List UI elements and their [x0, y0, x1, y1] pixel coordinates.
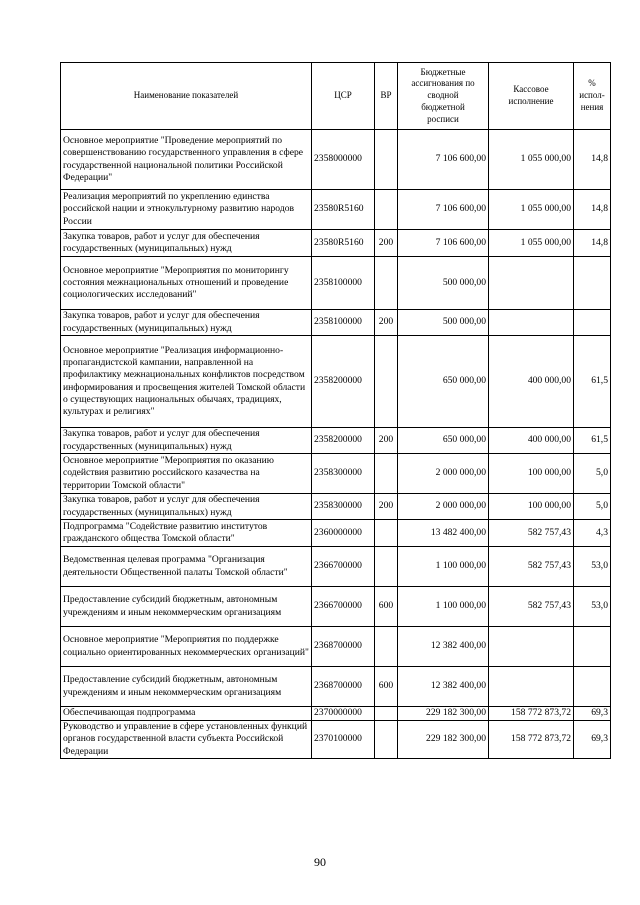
cell-name: Реализация мероприятий по укреплению единства российской нации и этнокультурному развитию народов России [61, 190, 312, 230]
header-name: Наименование показателей [61, 63, 312, 130]
budget-execution-table [60, 62, 611, 759]
cell-name: Основное мероприятие "Мероприятия по поддержке социально ориентированных некоммерческих организаций" [61, 627, 312, 667]
cell-name: Подпрограмма "Содействие развитию институтов гражданского общества Томской области" [61, 520, 312, 547]
cell-cash: 582 757,43 [489, 547, 574, 587]
cell-budget: 7 106 600,00 [398, 230, 489, 257]
cell-vr: 200 [375, 310, 398, 336]
cell-vr [375, 721, 398, 759]
table-row [61, 587, 611, 627]
cell-vr [375, 547, 398, 587]
cell-name: Предоставление субсидий бюджетным, автономным учреждениям и иным некоммерческим организациям [61, 587, 312, 627]
cell-cash: 100 000,00 [489, 494, 574, 520]
cell-cash [489, 257, 574, 310]
cell-csr: 2366700000 [312, 547, 375, 587]
cell-budget: 2 000 000,00 [398, 494, 489, 520]
table-row [61, 190, 611, 230]
table-row [61, 454, 611, 494]
cell-cash [489, 310, 574, 336]
cell-pct [574, 667, 611, 707]
cell-csr: 2358100000 [312, 310, 375, 336]
cell-cash: 582 757,43 [489, 587, 574, 627]
cell-budget: 2 000 000,00 [398, 454, 489, 494]
cell-pct: 61,5 [574, 336, 611, 428]
cell-vr [375, 190, 398, 230]
cell-budget: 229 182 300,00 [398, 721, 489, 759]
cell-pct: 4,3 [574, 520, 611, 547]
header-csr: ЦСР [312, 63, 375, 130]
cell-cash: 582 757,43 [489, 520, 574, 547]
cell-pct [574, 257, 611, 310]
cell-csr: 2370100000 [312, 721, 375, 759]
table-row [61, 547, 611, 587]
table-row [61, 230, 611, 257]
cell-cash: 158 772 873,72 [489, 721, 574, 759]
cell-csr: 2358300000 [312, 454, 375, 494]
cell-pct: 14,8 [574, 190, 611, 230]
cell-pct [574, 627, 611, 667]
cell-cash: 400 000,00 [489, 428, 574, 454]
cell-name: Руководство и управление в сфере установленных функций органов государственной власти субъекта Российской Федерации [61, 721, 312, 759]
cell-cash [489, 667, 574, 707]
cell-name: Обеспечивающая подпрограмма [61, 707, 312, 721]
cell-csr: 2360000000 [312, 520, 375, 547]
cell-pct: 14,8 [574, 130, 611, 190]
cell-cash: 158 772 873,72 [489, 707, 574, 721]
cell-vr [375, 454, 398, 494]
page-number: 90 [314, 855, 326, 869]
cell-csr: 2358100000 [312, 257, 375, 310]
table-row [61, 257, 611, 310]
cell-cash: 100 000,00 [489, 454, 574, 494]
cell-name: Основное мероприятие "Мероприятия по мониторингу состояния межнациональных отношений и проведение социологических исследований" [61, 257, 312, 310]
table-row [61, 428, 611, 454]
cell-budget: 7 106 600,00 [398, 190, 489, 230]
cell-budget: 1 100 000,00 [398, 587, 489, 627]
cell-name: Основное мероприятие "Проведение мероприятий по совершенствованию государственного управления в сфере государственной национальной политики Российской Федерации" [61, 130, 312, 190]
cell-budget: 12 382 400,00 [398, 627, 489, 667]
cell-name: Закупка товаров, работ и услуг для обеспечения государственных (муниципальных) нужд [61, 428, 312, 454]
cell-vr [375, 520, 398, 547]
cell-name: Ведомственная целевая программа "Организация деятельности Общественной палаты Томской области" [61, 547, 312, 587]
cell-csr: 2358200000 [312, 428, 375, 454]
cell-budget: 229 182 300,00 [398, 707, 489, 721]
cell-budget: 650 000,00 [398, 336, 489, 428]
table-row [61, 627, 611, 667]
cell-pct: 5,0 [574, 454, 611, 494]
cell-name: Закупка товаров, работ и услуг для обеспечения государственных (муниципальных) нужд [61, 230, 312, 257]
cell-budget: 500 000,00 [398, 257, 489, 310]
cell-csr: 2366700000 [312, 587, 375, 627]
header-vr: ВР [375, 63, 398, 130]
cell-cash: 1 055 000,00 [489, 130, 574, 190]
cell-budget: 500 000,00 [398, 310, 489, 336]
header-row [61, 63, 611, 130]
header-pct: % испол-нения [574, 63, 611, 130]
cell-cash: 1 055 000,00 [489, 190, 574, 230]
cell-budget: 13 482 400,00 [398, 520, 489, 547]
cell-csr: 2358300000 [312, 494, 375, 520]
cell-pct: 69,3 [574, 721, 611, 759]
cell-name: Предоставление субсидий бюджетным, автономным учреждениям и иным некоммерческим организациям [61, 667, 312, 707]
table-row [61, 721, 611, 759]
cell-pct: 53,0 [574, 547, 611, 587]
table-row [61, 520, 611, 547]
cell-pct [574, 310, 611, 336]
cell-name: Закупка товаров, работ и услуг для обеспечения государственных (муниципальных) нужд [61, 494, 312, 520]
table-row [61, 494, 611, 520]
cell-csr: 2370000000 [312, 707, 375, 721]
cell-vr [375, 130, 398, 190]
table-row [61, 336, 611, 428]
cell-budget: 7 106 600,00 [398, 130, 489, 190]
cell-pct: 14,8 [574, 230, 611, 257]
cell-csr: 2358000000 [312, 130, 375, 190]
cell-vr: 600 [375, 667, 398, 707]
cell-pct: 61,5 [574, 428, 611, 454]
cell-vr [375, 707, 398, 721]
cell-csr: 2368700000 [312, 627, 375, 667]
cell-budget: 650 000,00 [398, 428, 489, 454]
cell-csr: 2358200000 [312, 336, 375, 428]
cell-name: Основное мероприятие "Мероприятия по оказанию содействия развитию российского казачества на территории Томской области" [61, 454, 312, 494]
table-row [61, 707, 611, 721]
header-budget: Бюджетные ассигнования по сводной бюджетной росписи [398, 63, 489, 130]
cell-pct: 5,0 [574, 494, 611, 520]
cell-budget: 12 382 400,00 [398, 667, 489, 707]
cell-vr: 200 [375, 428, 398, 454]
cell-cash: 400 000,00 [489, 336, 574, 428]
cell-name: Закупка товаров, работ и услуг для обеспечения государственных (муниципальных) нужд [61, 310, 312, 336]
table-body [61, 130, 611, 759]
cell-budget: 1 100 000,00 [398, 547, 489, 587]
cell-csr: 2368700000 [312, 667, 375, 707]
table-row [61, 667, 611, 707]
table-row [61, 130, 611, 190]
header-cash: Кассовое исполнение [489, 63, 574, 130]
cell-cash: 1 055 000,00 [489, 230, 574, 257]
cell-vr [375, 257, 398, 310]
cell-csr: 23580R5160 [312, 230, 375, 257]
cell-name: Основное мероприятие "Реализация информационно-пропагандистской кампании, направленной на профилактику межнациональных конфликтов посредством информирования и просвещения жителей Томской области о существующих национальных обычаях, традициях, культурах и религиях" [61, 336, 312, 428]
cell-vr: 200 [375, 230, 398, 257]
cell-vr [375, 336, 398, 428]
cell-pct: 69,3 [574, 707, 611, 721]
cell-cash [489, 627, 574, 667]
cell-pct: 53,0 [574, 587, 611, 627]
table-row [61, 310, 611, 336]
cell-csr: 23580R5160 [312, 190, 375, 230]
cell-vr: 200 [375, 494, 398, 520]
cell-vr [375, 627, 398, 667]
cell-vr: 600 [375, 587, 398, 627]
